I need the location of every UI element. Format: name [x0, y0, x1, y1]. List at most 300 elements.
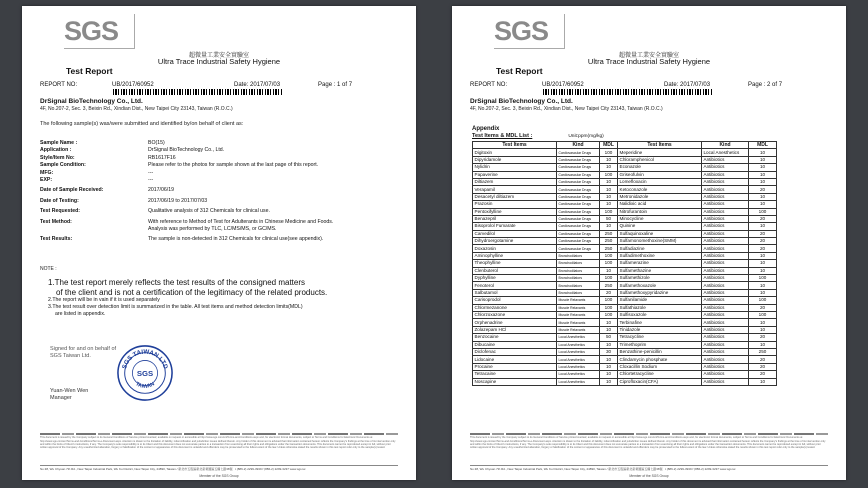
table-cell: 10 — [600, 223, 618, 230]
table-cell: Cardiovascular Drugs — [557, 215, 600, 222]
table-row — [473, 267, 777, 274]
table-cell: Muscle Relaxants — [557, 326, 600, 333]
table-cell: Cardiovascular Drugs — [557, 238, 600, 245]
table-cell: 10 — [600, 186, 618, 193]
table-cell: 10 — [600, 156, 618, 163]
report-no: UB/2017/60952 — [542, 82, 584, 88]
table-cell: 20 — [749, 245, 777, 252]
field-row — [40, 233, 333, 243]
report-no-label: REPORT NO: — [40, 82, 78, 88]
table-cell: Trimethoprim — [618, 341, 702, 348]
table-cell: Sulfanilamide — [618, 297, 702, 304]
table-cell: Procaine — [473, 363, 557, 370]
table-cell: 10 — [749, 378, 777, 385]
table-cell: Sulfamethoxazole — [618, 282, 702, 289]
table-cell: 10 — [600, 267, 618, 274]
field-value: BO(15) — [148, 140, 165, 146]
table-cell: Antibiotics — [702, 341, 749, 348]
table-cell: Tinidazole — [618, 326, 702, 333]
footer-member: Member of the SGS Group — [629, 474, 669, 478]
field-label: Application : — [40, 147, 72, 154]
table-row — [473, 230, 777, 237]
signer-name: Yuan-Wen Wen — [50, 388, 89, 394]
table-cell: Quinine — [618, 223, 702, 230]
table-cell: Cardiovascular Drugs — [557, 171, 600, 178]
table-cell: 250 — [749, 348, 777, 355]
company-name: DrSignal BioTechnology Co., Ltd. — [40, 98, 143, 105]
table-row — [473, 326, 777, 333]
mdl-table — [472, 141, 777, 386]
table-row — [473, 334, 777, 341]
note-1a: 1.The test report merely reflects the test results of the consigned matters — [48, 278, 306, 287]
table-cell: Cardiovascular Drugs — [557, 164, 600, 171]
table-cell: Antibiotics — [702, 334, 749, 341]
table-cell: Bronchodilators — [557, 267, 600, 274]
table-cell: Antibiotics — [702, 215, 749, 222]
field-row — [40, 162, 333, 169]
table-cell: Cardiovascular Drugs — [557, 186, 600, 193]
footer-address — [40, 467, 398, 471]
table-cell: Chloramphenicol — [618, 156, 702, 163]
table-cell: Salbutamol — [473, 289, 557, 296]
disclaimer-text: This document is issued by the Company subject to its General Conditions of Service printed overleaf, available on request or accessible at http://www.sgs.com/en/Terms-and-Conditions.aspx and, for electronic format documents, subject to Terms and Conditions for Electronic Documents at http://www.sgs.com/en/Terms-and-Conditions/Terms-e-Document.aspx. Attention is drawn to the limitation of liability, indemnification and jurisdiction issues defined therein. Any holder of this document is advised that information contained hereon reflects the Company's findings at the time of its intervention only and within the limits of Client's instructions, if any. The Company's sole responsibility is to its Client and this document does not exonerate parties to a transaction from exercising all their rights and obligations under the transaction documents. This document cannot be reproduced except in full, without prior written approval of the Company. Any unauthorized alteration, forgery or falsification of the content or appearance of this document is unlawful and offenders may be prosecuted to the fullest extent of the law. Unless otherwise stated the results shown in this test report refer only to the sample(s) tested. — [470, 436, 826, 449]
footer-address — [470, 467, 828, 471]
signatory — [50, 388, 88, 402]
table-cell: Muscle Relaxants — [557, 319, 600, 326]
report-title: Test Report — [496, 66, 543, 76]
table-cell: 100 — [600, 297, 618, 304]
table-cell: Muscle Relaxants — [557, 297, 600, 304]
field-row — [40, 155, 333, 162]
table-cell: Local Anesthetics — [557, 363, 600, 370]
table-cell: Meperidine — [618, 149, 702, 156]
table-cell: 20 — [749, 215, 777, 222]
table-cell: 20 — [749, 334, 777, 341]
table-cell: Verapamil — [473, 186, 557, 193]
company-address: 4F, No.207-2, Sec. 3, Beixin Rd., Xindian Dist., New Taipei City 23143, Taiwan (R.O.C.) — [470, 106, 663, 112]
table-body — [473, 149, 777, 386]
table-cell: Antibiotics — [702, 267, 749, 274]
unit-label: Unit:ppm(mg/kg) — [568, 134, 604, 139]
field-label: EXP: — [40, 177, 53, 184]
table-row — [473, 223, 777, 230]
notes — [48, 278, 398, 318]
footer-member: Member of the SGS Group — [199, 474, 239, 478]
table-row — [473, 186, 777, 193]
report-title: Test Report — [66, 66, 113, 76]
report-no-label: REPORT NO: — [470, 82, 508, 88]
table-row — [473, 341, 777, 348]
table-cell: Local Anesthetics — [557, 334, 600, 341]
table-cell: Cardiovascular Drugs — [557, 201, 600, 208]
header-chinese: 超微量工業安全實驗室 — [188, 52, 249, 59]
table-cell: Antibiotics — [702, 319, 749, 326]
field-label: Test Method: — [40, 218, 72, 225]
table-cell: 100 — [600, 260, 618, 267]
field-value: DrSignal BioTechnology Co., Ltd. — [148, 147, 225, 154]
table-cell: 100 — [749, 208, 777, 215]
table-cell: 100 — [600, 304, 618, 311]
table-cell: Antibiotics — [702, 171, 749, 178]
table-cell: 10 — [749, 289, 777, 296]
footer-address-text: No.38, Wu Chyuan 7th Rd., New Taipei Industrial Park, Wu Ku District, New Taipei City, 24890, Taiwan / 新北市五股區新北產業園區五權七路38號 — [40, 467, 233, 471]
column-header: Kind — [557, 142, 600, 149]
table-cell: Antibiotics — [702, 363, 749, 370]
field-value: RB1617F16 — [148, 154, 176, 161]
table-row — [473, 356, 777, 363]
table-row — [473, 282, 777, 289]
table-cell: Antibiotics — [702, 201, 749, 208]
table-cell: Antibiotics — [702, 193, 749, 200]
field-label: Date of Sample Received: — [40, 187, 104, 194]
table-cell: 10 — [600, 378, 618, 385]
table-row — [473, 215, 777, 222]
field-label: Style/Item No: — [40, 154, 75, 161]
signed-line-1: Signed for and on behalf of — [50, 346, 117, 352]
field-value: --- — [148, 169, 154, 176]
barcode — [113, 89, 283, 95]
company-address: 4F, No.207-2, Sec. 3, Beixin Rd., Xindian Dist., New Taipei City 23143, Taiwan (R.O.C.) — [40, 106, 233, 112]
table-cell: 100 — [600, 275, 618, 282]
table-cell: Diltiazem — [473, 178, 557, 185]
field-row — [40, 216, 333, 226]
report-date: 2017/07/03 — [680, 82, 711, 88]
table-cell: Local Anesthetics — [557, 356, 600, 363]
field-value: Analysis was performed by TLC, LC/MS/MS, or GC/MS. — [148, 226, 277, 233]
table-cell: Aminophylline — [473, 252, 557, 259]
table-cell: Antibiotics — [702, 245, 749, 252]
table-cell: Chlormezanone — [473, 304, 557, 311]
sgs-logo: SGS — [494, 14, 564, 48]
table-cell: Bronchodilators — [557, 260, 600, 267]
table-cell: Cloxacillin Sodium — [618, 363, 702, 370]
table-cell: Cardiovascular Drugs — [557, 149, 600, 156]
table-cell: 50 — [600, 334, 618, 341]
table-cell: 250 — [600, 245, 618, 252]
table-cell: 10 — [749, 223, 777, 230]
field-value: Please refer to the photos for sample shown at the last page of this report. — [148, 162, 319, 169]
footer-phone: t (886-2) 2299-3939 f (886-2) 2299-3237 www.sgs.tw — [235, 467, 306, 471]
header-english: Ultra Trace Industrial Safety Hygiene — [157, 57, 281, 66]
table-cell: Cardiovascular Drugs — [557, 193, 600, 200]
table-cell: Dibucaine — [473, 341, 557, 348]
table-cell: 250 — [600, 282, 618, 289]
footer-phone: t (886-2) 2299-3939 f (886-2) 2299-3237 www.sgs.tw — [665, 467, 736, 471]
table-cell: Minocycline — [618, 215, 702, 222]
table-cell: Econazole — [618, 164, 702, 171]
table-cell: 10 — [600, 326, 618, 333]
column-header: Test Items — [618, 142, 702, 149]
table-cell: 50 — [600, 215, 618, 222]
table-cell: Antibiotics — [702, 238, 749, 245]
table-cell: Ketoconazole — [618, 186, 702, 193]
report-no: UB/2017/60952 — [112, 82, 154, 88]
column-header: MDL — [749, 142, 777, 149]
table-row — [473, 252, 777, 259]
sgs-taiwan-stamp — [116, 344, 174, 402]
table-cell: Bronchodilators — [557, 289, 600, 296]
table-cell: Pentoxifylline — [473, 208, 557, 215]
field-row — [40, 205, 333, 215]
column-header: Test Items — [473, 142, 557, 149]
signed-on-behalf — [50, 346, 116, 360]
table-cell: 250 — [600, 230, 618, 237]
table-cell: Ciprofloxacin(CFA) — [618, 378, 702, 385]
table-row — [473, 238, 777, 245]
table-cell: 10 — [749, 171, 777, 178]
table-cell: Bisoprolol Fumarate — [473, 223, 557, 230]
field-label: Test Results: — [40, 236, 73, 243]
table-row — [473, 319, 777, 326]
table-cell: 10 — [600, 193, 618, 200]
field-label: Sample Name : — [40, 140, 78, 146]
table-cell: 10 — [600, 164, 618, 171]
report-meta — [40, 82, 352, 88]
table-cell: Sulfadiazine — [618, 245, 702, 252]
sample-fields — [40, 140, 333, 244]
table-row — [473, 149, 777, 156]
field-row — [40, 184, 333, 194]
field-value: Qualitative analysis of 312 Chemicals for clinical use. — [148, 208, 270, 215]
table-row — [473, 201, 777, 208]
table-cell: 100 — [749, 275, 777, 282]
field-label: MFG: — [40, 169, 54, 176]
table-cell: Bronchodilators — [557, 252, 600, 259]
table-cell: Cardiovascular Drugs — [557, 223, 600, 230]
table-row — [473, 260, 777, 267]
table-cell: Orphenadrine — [473, 319, 557, 326]
table-cell: Antibiotics — [702, 371, 749, 378]
table-row — [473, 371, 777, 378]
table-cell: Cardiovascular Drugs — [557, 156, 600, 163]
report-page-1 — [22, 6, 416, 480]
table-cell: 100 — [600, 208, 618, 215]
table-cell: Antibiotics — [702, 230, 749, 237]
note-2: 2.The report will be in vain if it is used separately — [48, 297, 160, 303]
table-row — [473, 363, 777, 370]
stamp-center-text: SGS — [136, 368, 154, 378]
table-row — [473, 164, 777, 171]
disclaimer-text: This document is issued by the Company subject to its General Conditions of Service printed overleaf, available on request or accessible at http://www.sgs.com/en/Terms-and-Conditions.aspx and, for electronic format documents, subject to Terms and Conditions for Electronic Documents at http://www.sgs.com/en/Terms-and-Conditions/Terms-e-Document.aspx. Attention is drawn to the limitation of liability, indemnification and jurisdiction issues defined therein. Any holder of this document is advised that information contained hereon reflects the Company's findings at the time of its intervention only and within the limits of Client's instructions, if any. The Company's sole responsibility is to its Client and this document does not exonerate parties to a transaction from exercising all their rights and obligations under the transaction documents. This document cannot be reproduced except in full, without prior written approval of the Company. Any unauthorized alteration, forgery or falsification of the content or appearance of this document is unlawful and offenders may be prosecuted to the fullest extent of the law. Unless otherwise stated the results shown in this test report refer only to the sample(s) tested. — [40, 436, 396, 449]
table-cell: Antibiotics — [702, 348, 749, 355]
table-row — [473, 193, 777, 200]
note-3b: are listed in appendix. — [55, 311, 106, 317]
table-cell: 10 — [749, 326, 777, 333]
footer-address-text: No.38, Wu Chyuan 7th Rd., New Taipei Industrial Park, Wu Ku District, New Taipei City, 24890, Taiwan / 新北市五股區新北產業園區五權七路38號 — [470, 467, 663, 471]
field-row — [40, 177, 333, 184]
table-cell: Antibiotics — [702, 289, 749, 296]
table-cell: 10 — [749, 341, 777, 348]
table-cell: 100 — [600, 311, 618, 318]
table-cell: Lidocaine — [473, 356, 557, 363]
table-cell: Tetracaine — [473, 371, 557, 378]
table-cell: 100 — [749, 297, 777, 304]
table-cell: Antibiotics — [702, 356, 749, 363]
table-cell: Lomefloxacin — [618, 178, 702, 185]
svg-text:TAIWAN — [134, 381, 156, 390]
table-cell: Benzocaine — [473, 334, 557, 341]
table-cell: Benzathine-penicillin — [618, 348, 702, 355]
field-label: Test Requested: — [40, 208, 80, 215]
table-cell: 10 — [749, 260, 777, 267]
table-cell: Sulfathiazole — [618, 304, 702, 311]
field-row — [40, 226, 333, 233]
disclaimer — [470, 433, 828, 449]
report-page-2 — [452, 6, 846, 480]
table-cell: Antibiotics — [702, 282, 749, 289]
table-cell: 100 — [600, 149, 618, 156]
field-value: With reference to Method of Test for Adulterants in Chinese Medicine and Foods. — [148, 218, 334, 225]
table-cell: Antibiotics — [702, 297, 749, 304]
field-row — [40, 147, 333, 154]
table-cell: Sulfadimethoxine — [618, 252, 702, 259]
table-cell: Muscle Relaxants — [557, 304, 600, 311]
table-cell: 20 — [749, 186, 777, 193]
table-row — [473, 208, 777, 215]
table-cell: Clindamycin phosphate — [618, 356, 702, 363]
table-cell: 20 — [749, 304, 777, 311]
table-cell: 30 — [600, 348, 618, 355]
table-cell: Papaverine — [473, 171, 557, 178]
table-cell: 10 — [749, 319, 777, 326]
signer-title: Manager — [50, 395, 72, 401]
note-1b: of the client and is not a certification of the legitimacy of the related products. — [56, 287, 328, 297]
date-label: Date: — [234, 82, 249, 88]
table-cell: Sulfamethoxypyridazine — [618, 289, 702, 296]
table-row — [473, 311, 777, 318]
table-cell: Doxazosin — [473, 245, 557, 252]
table-cell: 20 — [749, 363, 777, 370]
table-cell: Zolazepam HCl — [473, 326, 557, 333]
table-cell: Digitoxin — [473, 149, 557, 156]
sgs-logo: SGS — [64, 14, 134, 48]
table-row — [473, 171, 777, 178]
table-row — [473, 304, 777, 311]
table-row — [473, 245, 777, 252]
page-number: Page : 2 of 7 — [748, 82, 783, 88]
table-cell: Antibiotics — [702, 156, 749, 163]
header-english: Ultra Trace Industrial Safety Hygiene — [587, 57, 711, 66]
table-row — [473, 156, 777, 163]
date-label: Date: — [664, 82, 679, 88]
table-cell: Antibiotics — [702, 326, 749, 333]
field-row — [40, 195, 333, 205]
field-value: The sample is non-detected in 312 Chemicals for clinical use(see appendix). — [148, 236, 324, 243]
table-cell: 20 — [600, 289, 618, 296]
table-cell: 10 — [600, 319, 618, 326]
field-value: --- — [148, 177, 154, 184]
table-cell: 10 — [600, 371, 618, 378]
table-cell: Nitrofurantoin — [618, 208, 702, 215]
table-cell: Antibiotics — [702, 275, 749, 282]
table-cell: 10 — [749, 164, 777, 171]
table-cell: Cardiovascular Drugs — [557, 208, 600, 215]
table-row — [473, 275, 777, 282]
stamp-top-text: SGS TAIWAN LTD — [121, 348, 169, 370]
table-cell: 250 — [600, 238, 618, 245]
report-date: 2017/07/03 — [250, 82, 281, 88]
field-label: Sample Condition: — [40, 162, 86, 169]
table-cell: Fenoterol — [473, 282, 557, 289]
table-cell: Sulfamethazine — [618, 267, 702, 274]
table-cell: 10 — [749, 267, 777, 274]
company-name: DrSignal BioTechnology Co., Ltd. — [470, 98, 573, 105]
table-cell: 100 — [749, 311, 777, 318]
table-row — [473, 378, 777, 385]
table-cell: 20 — [749, 230, 777, 237]
table-cell: 100 — [600, 171, 618, 178]
table-cell: Antibiotics — [702, 223, 749, 230]
table-cell: 10 — [600, 201, 618, 208]
table-cell: Griseofulvin — [618, 171, 702, 178]
signed-line-2: SGS Taiwan Ltd. — [50, 353, 91, 359]
note-3a: 3.The test result over detection limit is summarized in the table. All test items and method detection limits(MDL) — [48, 304, 303, 310]
disclaimer — [40, 433, 398, 449]
mdl-list-label: Test Items & MDL List : — [472, 133, 533, 139]
field-value: 2017/06/19 — [148, 187, 174, 194]
table-cell: Local Anesthetics — [557, 378, 600, 385]
table-cell: Clenbuterol — [473, 267, 557, 274]
table-cell: Sulfamonomethoxine(SMM) — [618, 238, 702, 245]
table-cell: 10 — [749, 156, 777, 163]
table-cell: Prazosin — [473, 201, 557, 208]
intro-text: The following sample(s) was/were submitted and identified by/on behalf of client as: — [40, 121, 244, 127]
table-cell: Dyphylline — [473, 275, 557, 282]
report-meta — [470, 82, 782, 88]
column-header: MDL — [600, 142, 618, 149]
table-cell: Sulfamerazine — [618, 260, 702, 267]
table-cell: Antibiotics — [702, 178, 749, 185]
table-cell: Bronchodilators — [557, 282, 600, 289]
table-row — [473, 178, 777, 185]
table-cell: Antibiotics — [702, 304, 749, 311]
field-row — [40, 170, 333, 177]
table-cell: Dipyridamole — [473, 156, 557, 163]
table-cell: Tetracycline — [618, 334, 702, 341]
table-cell: Muscle Relaxants — [557, 311, 600, 318]
table-cell: 10 — [600, 363, 618, 370]
table-cell: Sulfamethizole — [618, 275, 702, 282]
table-cell: Sulfisoxazole — [618, 311, 702, 318]
mdl-list-heading — [472, 133, 604, 139]
table-cell: Antibiotics — [702, 164, 749, 171]
table-cell: Antibiotics — [702, 260, 749, 267]
stamp-bottom-text: TAIWAN — [134, 381, 156, 390]
table-header — [473, 142, 777, 149]
table-cell: 10 — [749, 193, 777, 200]
header-chinese: 超微量工業安全實驗室 — [618, 52, 679, 59]
table-cell: Cardiovascular Drugs — [557, 178, 600, 185]
table-cell: Diclofenac — [473, 348, 557, 355]
table-cell: Noscapine — [473, 378, 557, 385]
table-cell: 10 — [600, 178, 618, 185]
table-cell: Antibiotics — [702, 186, 749, 193]
barcode — [543, 89, 713, 95]
field-value: 2017/06/19 to 2017/07/03 — [148, 197, 208, 204]
page-number: Page : 1 of 7 — [318, 82, 353, 88]
appendix-title: Appendix — [472, 126, 500, 132]
table-cell: 10 — [749, 178, 777, 185]
table-cell: Dihydroergotamine — [473, 238, 557, 245]
table-cell: Desacetyl diltiazem — [473, 193, 557, 200]
table-cell: Local Anesthetics — [557, 348, 600, 355]
note-label: NOTE : — [40, 266, 57, 272]
table-cell: Antibiotics — [702, 378, 749, 385]
table-row — [473, 348, 777, 355]
column-header: Kind — [702, 142, 749, 149]
table-cell: Carisoprodol — [473, 297, 557, 304]
table-cell: 10 — [749, 201, 777, 208]
